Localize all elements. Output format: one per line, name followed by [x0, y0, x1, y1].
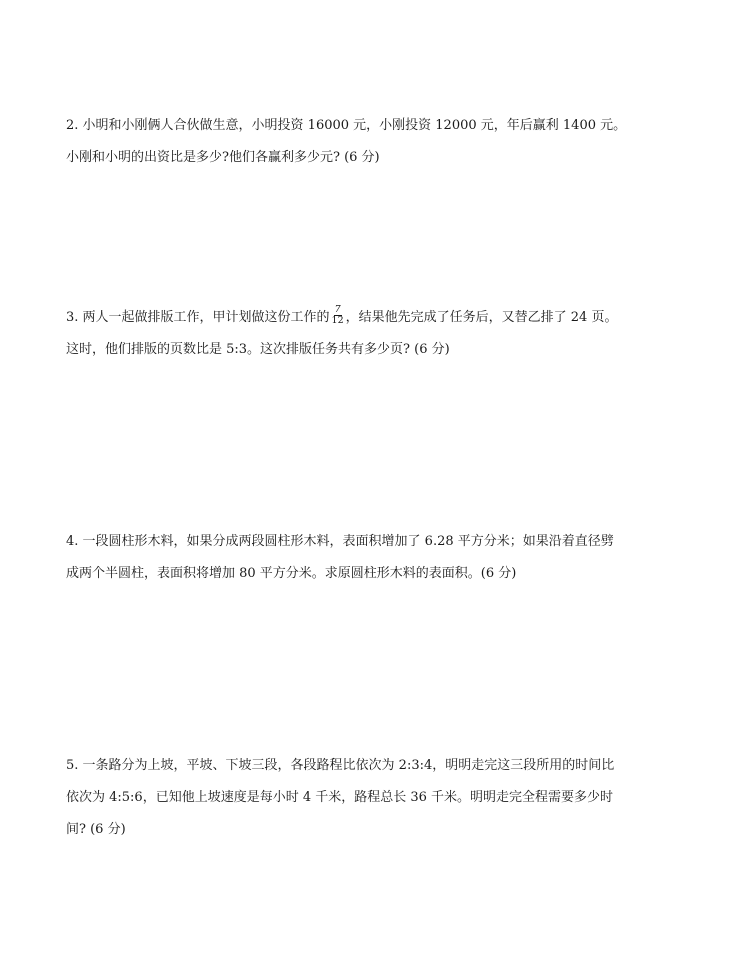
- problem-2: [66, 110, 646, 174]
- problem-text-line: 2. 小明和小刚俩人合伙做生意，小明投资 16000 元，小刚投资 12000 元，年后赢利 1400 元。: [66, 118, 627, 133]
- fraction: [331, 305, 345, 326]
- problem-4: [66, 526, 646, 590]
- problem-3: [66, 302, 646, 366]
- problem-text-segment: 3. 两人一起做排版工作，甲计划做这份工作的: [66, 310, 330, 325]
- problem-text-line: 依次为 4:5:6，已知他上坡速度是每小时 4 千米，路程总长 36 千米。明明走完全程需要多少时: [66, 790, 614, 805]
- fraction-denominator: 12: [331, 315, 344, 326]
- problem-text-line: [66, 302, 646, 334]
- problem-text-line: 这时，他们排版的页数比是 5:3。这次排版任务共有多少页? (6 分): [66, 342, 450, 357]
- fraction-numerator: 7: [334, 304, 341, 315]
- problem-text-segment: ，结果他先完成了任务后，又替乙排了 24 页。: [345, 310, 618, 325]
- problem-text-line: 小刚和小明的出资比是多少?他们各赢利多少元? (6 分): [66, 150, 380, 165]
- problem-text-line: 5. 一条路分为上坡，平坡、下坡三段，各段路程比依次为 2:3:4，明明走完这三段所用的时间比: [66, 758, 615, 773]
- problem-text-line: 间? (6 分): [66, 822, 126, 837]
- problem-text-line: 成两个半圆柱，表面积将增加 80 平方分米。求原圆柱形木料的表面积。(6 分): [66, 566, 517, 581]
- problem-5: [66, 750, 646, 846]
- problem-text-line: 4. 一段圆柱形木料，如果分成两段圆柱形木料，表面积增加了 6.28 平方分米；如果沿着直径劈: [66, 534, 614, 549]
